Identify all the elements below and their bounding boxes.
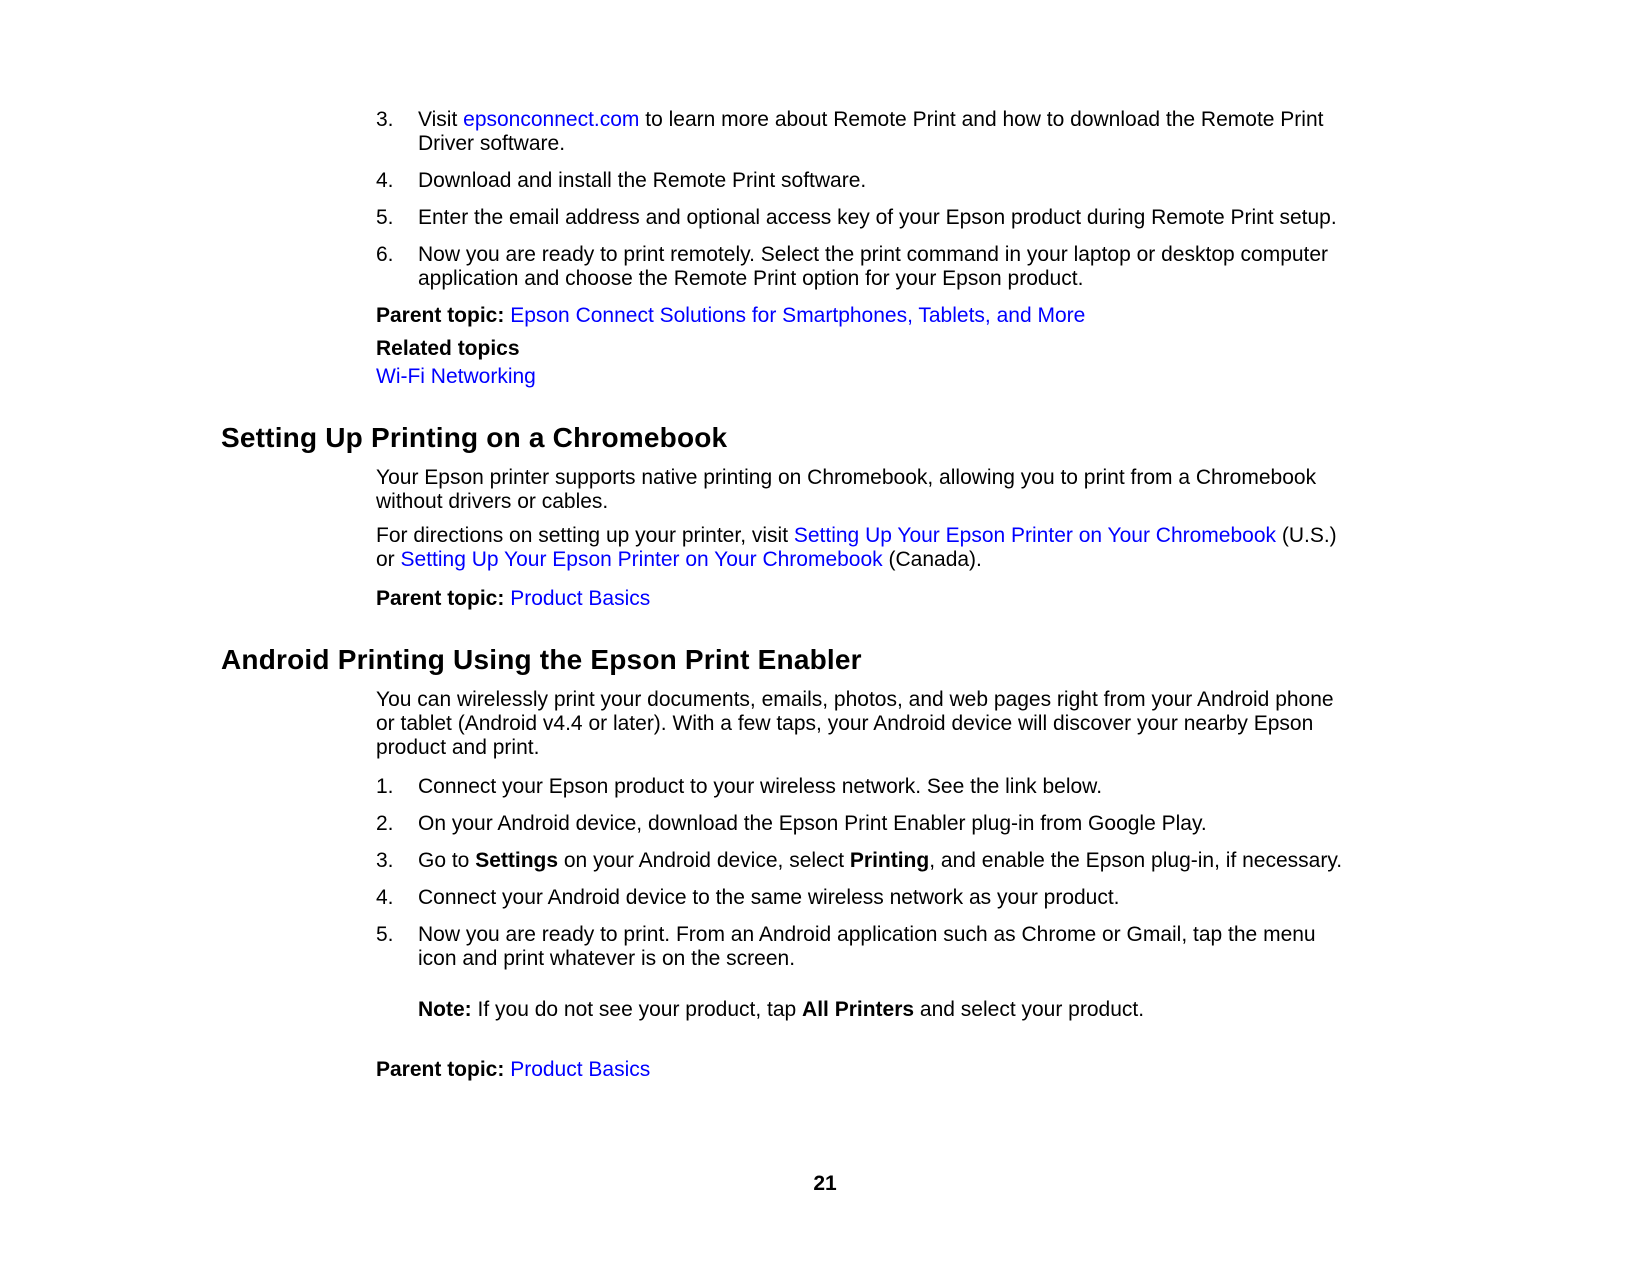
parent-topic-label: Parent topic: [376, 1058, 511, 1081]
product-basics-link[interactable]: Product Basics [510, 1058, 651, 1081]
list-number: 5. [376, 923, 394, 946]
list-item-line: Driver software. [418, 132, 566, 155]
paragraph [376, 688, 1436, 760]
body-text: or [376, 548, 401, 571]
wifi-networking-link[interactable]: Wi-Fi Networking [376, 365, 536, 388]
section-heading-android: Android Printing Using the Epson Print Enabler [221, 644, 862, 675]
list-item-line: On your Android device, download the Epson Print Enabler plug-in from Google Play. [418, 812, 1207, 835]
chromebook-setup-us-link[interactable]: Setting Up Your Epson Printer on Your Chromebook [793, 524, 1277, 547]
body-text: (U.S.) [1276, 524, 1337, 547]
product-basics-link[interactable]: Product Basics [510, 587, 651, 610]
body-text: and select your product. [914, 998, 1145, 1021]
parent-topic-label: Parent topic: [376, 304, 511, 327]
settings-bold-text: Settings [475, 849, 559, 872]
parent-topic-row [376, 1058, 1436, 1082]
parent-topic-label: Parent topic: [376, 587, 511, 610]
list-item-remote-3 [376, 108, 1436, 156]
list-number: 4. [376, 169, 394, 192]
list-number: 3. [376, 108, 394, 131]
paragraph-line: without drivers or cables. [376, 490, 609, 513]
list-item-line: icon and print whatever is on the screen. [418, 947, 796, 970]
paragraph-line [376, 548, 1436, 572]
list-item-line: Now you are ready to print remotely. Select the print command in your laptop or desktop computer [418, 243, 1329, 266]
list-item-line [418, 849, 1436, 873]
list-item-android-3 [376, 849, 1436, 873]
body-text: , and enable the Epson plug-in, if necessary. [929, 849, 1343, 872]
page-number: 21 [813, 1172, 837, 1195]
list-number: 4. [376, 886, 394, 909]
list-item-line: Now you are ready to print. From an Android application such as Chrome or Gmail, tap the menu [418, 923, 1316, 946]
paragraph-line: You can wirelessly print your documents, emails, photos, and web pages right from your Android phone [376, 688, 1334, 711]
body-text: on your Android device, select [558, 849, 850, 872]
list-item-android-4 [376, 886, 1436, 910]
parent-topic-row [376, 587, 1436, 611]
section-heading-chromebook: Setting Up Printing on a Chromebook [221, 422, 728, 453]
list-number: 5. [376, 206, 394, 229]
list-item-android-5 [376, 923, 1436, 971]
chromebook-setup-ca-link[interactable]: Setting Up Your Epson Printer on Your Chromebook [400, 548, 883, 571]
all-printers-bold-text: All Printers [802, 998, 915, 1021]
epsonconnect-link[interactable]: epsonconnect.com [463, 108, 640, 131]
list-item-remote-5 [376, 206, 1436, 230]
paragraph-line: product and print. [376, 736, 540, 759]
paragraph [376, 466, 1436, 514]
paragraph-line [376, 524, 1436, 548]
related-topics-row [376, 337, 1436, 361]
list-number: 2. [376, 812, 394, 835]
body-text: Visit [418, 108, 464, 131]
body-text: (Canada). [882, 548, 982, 571]
related-topic-row [376, 365, 1436, 389]
list-item-remote-4 [376, 169, 1436, 193]
note-block [418, 998, 1436, 1022]
list-number: 1. [376, 775, 394, 798]
printing-bold-text: Printing [849, 849, 930, 872]
list-item-remote-6 [376, 243, 1436, 291]
list-number: 3. [376, 849, 394, 872]
page-content [221, 108, 1436, 1091]
parent-topic-link[interactable]: Epson Connect Solutions for Smartphones, Tablets, and More [510, 304, 1086, 327]
body-text: Go to [418, 849, 476, 872]
list-item-line: application and choose the Remote Print option for your Epson product. [418, 267, 1084, 290]
list-number: 6. [376, 243, 394, 266]
list-item-android-2 [376, 812, 1436, 836]
paragraph [376, 524, 1436, 572]
list-item-line: Enter the email address and optional access key of your Epson product during Remote Print setup. [418, 206, 1337, 229]
list-item-line: Download and install the Remote Print software. [418, 169, 867, 192]
body-text: For directions on setting up your printer, visit [376, 524, 794, 547]
note-label: Note: [418, 998, 472, 1021]
list-item-line: Connect your Android device to the same wireless network as your product. [418, 886, 1120, 909]
related-topics-label: Related topics [376, 337, 520, 360]
list-item-line: Connect your Epson product to your wireless network. See the link below. [418, 775, 1103, 798]
list-item-android-1 [376, 775, 1436, 799]
body-text: to learn more about Remote Print and how to download the Remote Print [639, 108, 1324, 131]
paragraph-line: or tablet (Android v4.4 or later). With a few taps, your Android device will discover your nearby Epson [376, 712, 1314, 735]
body-text: If you do not see your product, tap [471, 998, 803, 1021]
list-item-line [418, 108, 1436, 132]
parent-topic-row [376, 304, 1436, 328]
paragraph-line: Your Epson printer supports native printing on Chromebook, allowing you to print from a Chromebook [376, 466, 1317, 489]
